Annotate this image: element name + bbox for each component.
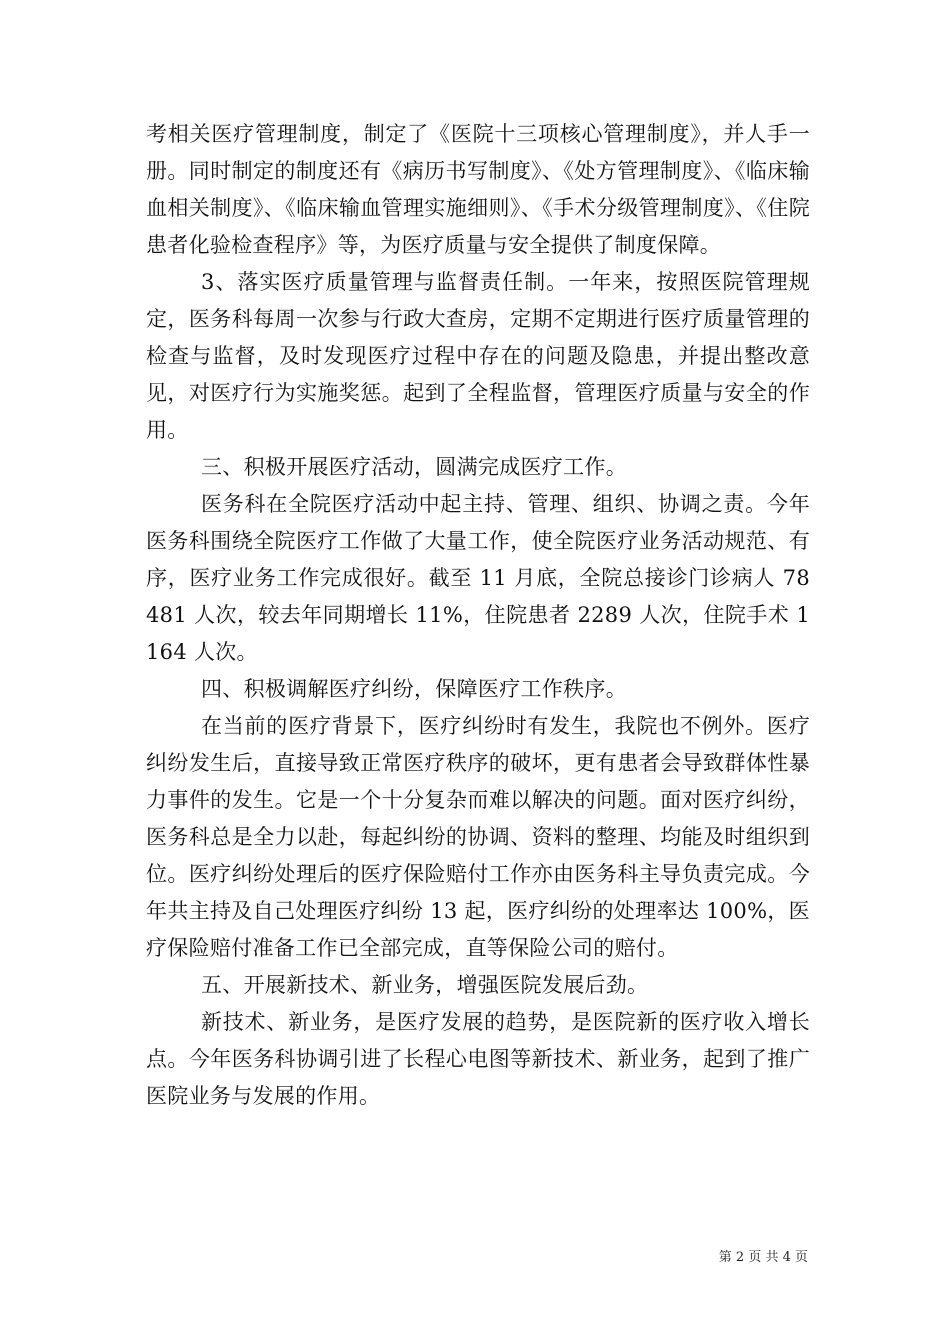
page-number-footer: 第 2 页 共 4 页 — [718, 1250, 808, 1265]
paragraph-new-technology: 新技术、新业务，是医疗发展的趋势，是医院新的医疗收入增长点。今年医务科协调引进了长程心电图等新技术、新业务，起到了推广医院业务与发展的作用。 — [146, 1010, 810, 1108]
section-heading-five: 五、开展新技术、新业务，增强医院发展后劲。 — [201, 973, 649, 997]
paragraph-medical-disputes: 在当前的医疗背景下，医疗纠纷时有发生，我院也不例外。医疗纠纷发生后，直接导致正常医疗秩序的破坏，更有患者会导致群体性暴力事件的发生。它是一个十分复杂而难以解决的问题。面对医疗纠纷，医务科总是全力以赴，每起纠纷的协调、资料的整理、均能及时组织到位。医疗纠纷处理后的医疗保险赔付工作亦由医务科主导负责完成。今年共主持及自己处理医疗纠纷 13 起，医疗纠纷的处理率达 100%，医疗保险赔付准备工作已全部完成，直等保险公司的赔付。 — [146, 714, 810, 960]
section-heading-three: 三、积极开展医疗活动，圆满完成医疗工作。 — [201, 455, 627, 479]
paragraph-quality-responsibility: 3、落实医疗质量管理与监督责任制。一年来，按照医院管理规定，医务科每周一次参与行政大查房，定期不定期进行医疗质量管理的检查与监督，及时发现医疗过程中存在的问题及隐患，并提出整改意见，对医疗行为实施奖惩。起到了全程监督，管理医疗质量与安全的作用。 — [146, 270, 810, 442]
paragraph-system-documents: 考相关医疗管理制度，制定了《医院十三项核心管理制度》，并人手一册。同时制定的制度还有《病历书写制度》、《处方管理制度》、《临床输血相关制度》、《临床输血管理实施细则》、《手术分级管理制度》、《住院患者化验检查程序》等，为医疗质量与安全提供了制度保障。 — [146, 122, 810, 257]
section-heading-four: 四、积极调解医疗纠纷，保障医疗工作秩序。 — [201, 677, 627, 701]
paragraph-medical-activities: 医务科在全院医疗活动中起主持、管理、组织、协调之责。今年医务科围绕全院医疗工作做了大量工作，使全院医疗业务活动规范、有序，医疗业务工作完成很好。截至 11 月底，全院总接诊门诊病人 78481 人次，较去年同期增长 11%，住院患者 2289 人次，住院手术 1164 人次。 — [146, 492, 810, 664]
document-body — [146, 116, 810, 1115]
